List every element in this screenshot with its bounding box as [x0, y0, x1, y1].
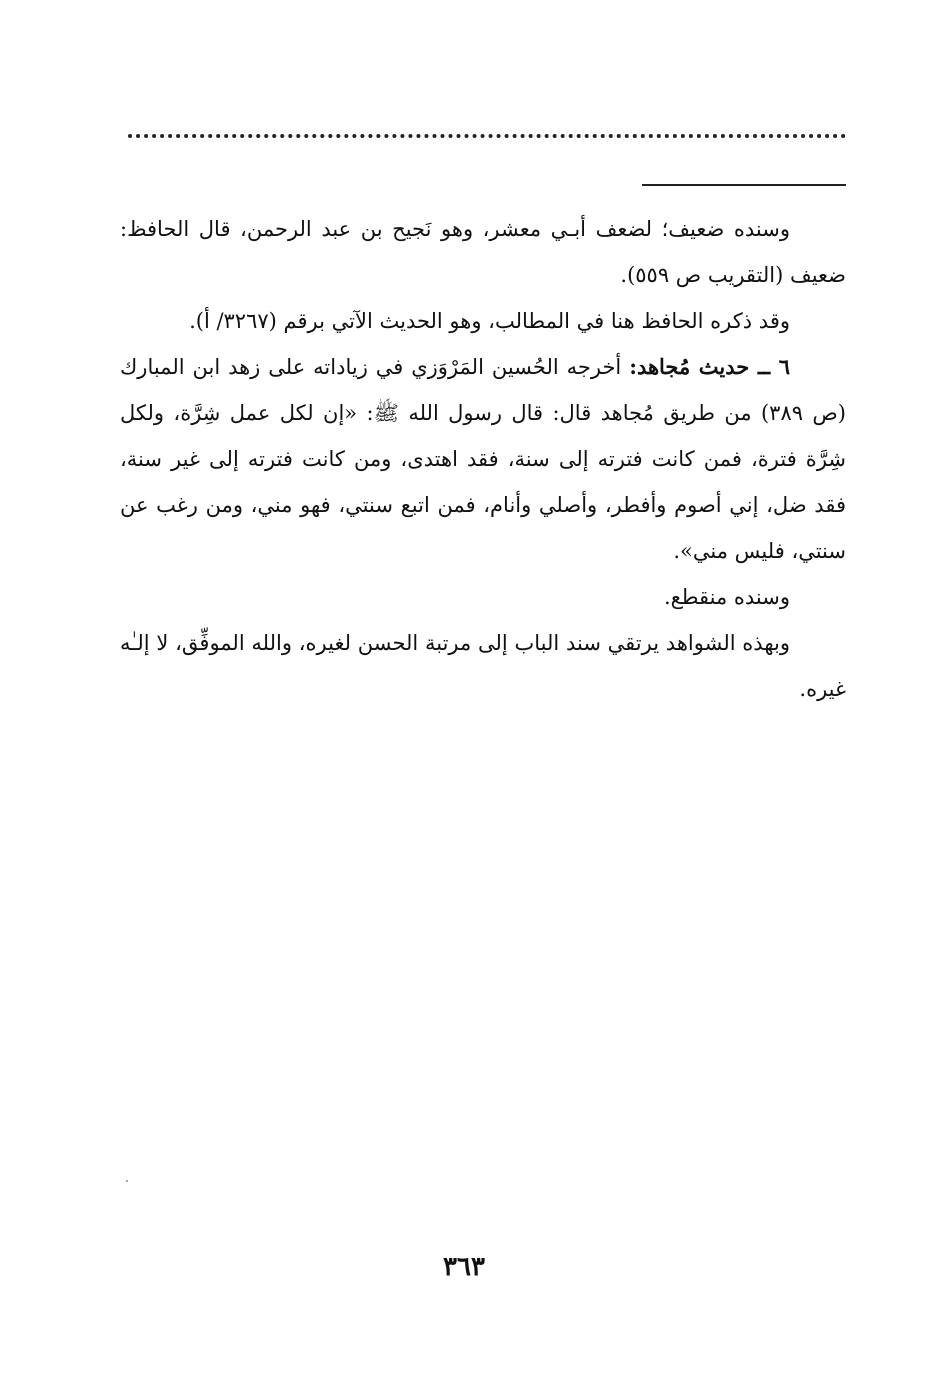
dotted-separator	[128, 134, 846, 138]
footnote-paragraph-4: وسنده منقطع.	[663, 585, 790, 609]
footnote-text	[120, 206, 846, 712]
footnote-paragraph-5: وبهذه الشواهد يرتقي سند الباب إلى مرتبة الحسن لغيره، والله الموفِّق، لا إلـٰه غيره.	[120, 631, 846, 701]
page-number: ٣٦٣	[443, 1252, 485, 1282]
footnote-paragraph-1: وسنده ضعيف؛ لضعف أبـي معشر، وهو نَجيح بن عبد الرحمن، قال الحافظ: ضعيف (التقريب ص ٥٥٩).	[120, 217, 846, 287]
footnote-paragraph-3	[120, 344, 846, 574]
footnote-paragraph-2: وقد ذكره الحافظ هنا في المطالب، وهو الحديث الآتي برقم (٣٢٦٧/ أ).	[189, 309, 790, 333]
hadith-heading: ٦ ــ حديث مُجاهد:	[629, 354, 790, 379]
footnote-separator	[642, 184, 846, 186]
hadith-body: أخرجه الحُسين المَرْوَزي في زياداته على زهد ابن المبارك (ص ٣٨٩) من طريق مُجاهد قال: قال رسول الله ﷺ: «إن لكل عمل شِرَّة، ولكل شِرَّة فترة، فمن كانت فترته إلى سنة، فقد اهتدى، ومن كانت فترته إلى غير سنة، فقد ضل، إني أصوم وأفطر، وأصلي وأنام، فمن اتبع سنتي، فهو مني، ومن رغب عن سنتي، فليس مني».	[120, 355, 846, 563]
scan-speck	[126, 1180, 128, 1182]
